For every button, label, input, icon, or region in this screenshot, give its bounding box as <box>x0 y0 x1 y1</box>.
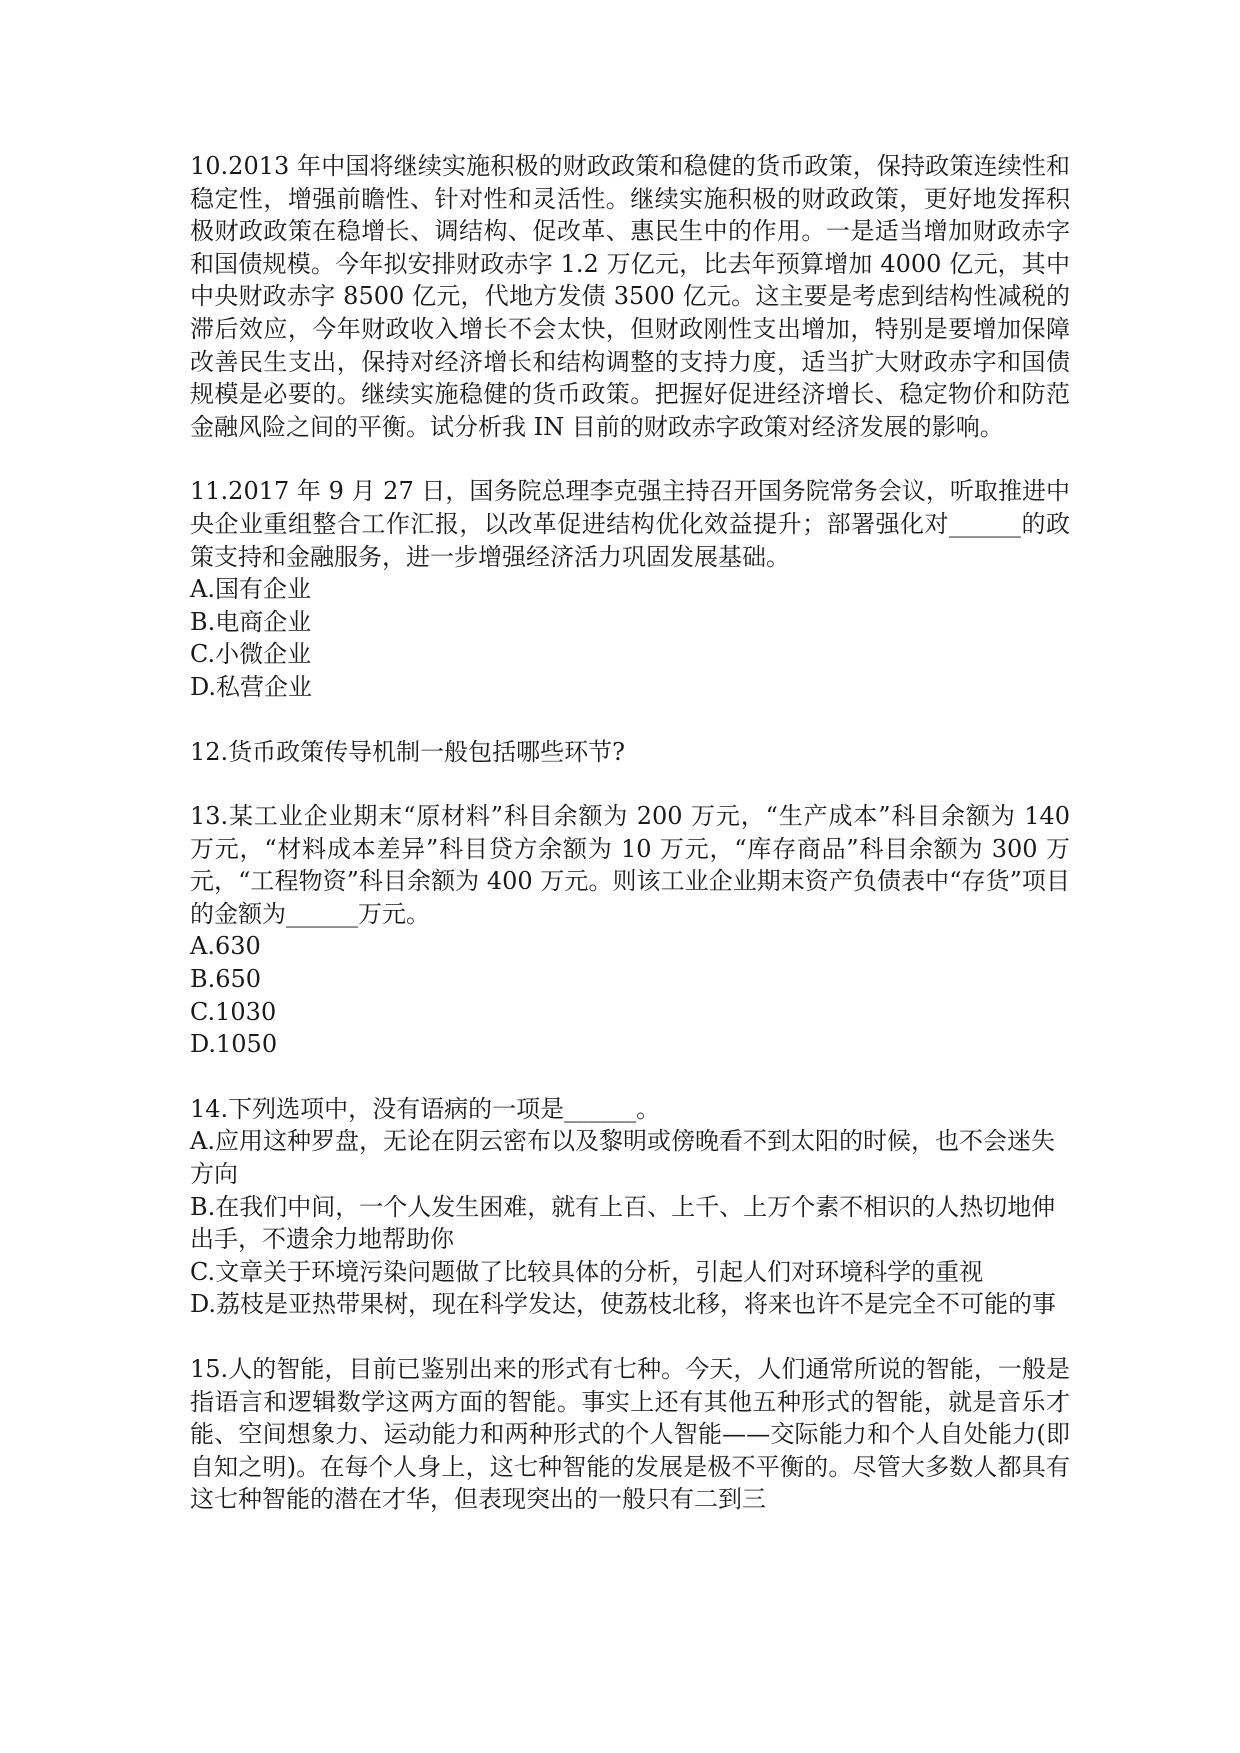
option-list <box>190 930 1070 1060</box>
question-11 <box>190 475 1070 703</box>
option-c: C.文章关于环境污染问题做了比较具体的分析，引起人们对环境科学的重视 <box>190 1257 984 1286</box>
option-b: B.在我们中间，一个人发生困难，就有上百、上千、上万个素不相识的人热切地伸出手，不遗余力地帮助你 <box>190 1192 1056 1254</box>
option-d: D.私营企业 <box>190 672 313 701</box>
option-a: A.国有企业 <box>190 575 311 604</box>
option-a: A.应用这种罗盘，无论在阴云密布以及黎明或傍晚看不到太阳的时候，也不会迷失方向 <box>190 1127 1055 1189</box>
option-c: C.小微企业 <box>190 640 312 669</box>
option-list <box>190 1125 1070 1321</box>
option-list <box>190 573 1070 703</box>
question-13 <box>190 800 1078 1061</box>
question-stem: 12.货币政策传导机制一般包括哪些环节? <box>190 737 626 766</box>
document-page <box>190 150 1078 1548</box>
question-15 <box>190 1353 1070 1516</box>
question-10 <box>190 150 1070 443</box>
question-stem: 11.2017 年 9 月 27 日，国务院总理李克强主持召开国务院常务会议，听取推进中央企业重组整合工作汇报，以改革促进结构优化效益提升；部署强化对______的政策支持和金融服务，进一步增强经济活力巩固发展基础。 <box>190 477 1070 571</box>
option-c: C.1030 <box>190 997 277 1026</box>
question-12 <box>190 736 1070 769</box>
option-b: B.650 <box>190 965 262 994</box>
question-stem: 10.2013 年中国将继续实施积极的财政政策和稳健的货币政策，保持政策连续性和稳定性，增强前瞻性、针对性和灵活性。继续实施积极的财政政策，更好地发挥积极财政政策在稳增长、调结构、促改革、惠民生中的作用。一是适当增加财政赤字和国债规模。今年拟安排财政赤字 1.2 万亿元，比去年预算增加 4000 亿元，其中中央财政赤字 8500 亿元，代地方发债 3500 亿元。这主要是考虑到结构性减税的滞后效应，今年财政收入增长不会太快，但财政刚性支出增加，特别是要增加保障改善民生支出，保持对经济增长和结构调整的支持力度，适当扩大财政赤字和国债规模是必要的。继续实施稳健的货币政策。把握好促进经济增长、稳定物价和防范金融风险之间的平衡。试分析我 IN 目前的财政赤字政策对经济发展的影响。 <box>190 152 1070 441</box>
option-d: D.荔枝是亚热带果树，现在科学发达，使荔枝北移，将来也许不是完全不可能的事 <box>190 1290 1057 1319</box>
option-a: A.630 <box>190 932 261 961</box>
option-d: D.1050 <box>190 1030 278 1059</box>
question-stem: 13.某工业企业期末“原材料”科目余额为 200 万元，“生产成本”科目余额为 140 万元，“材料成本差异”科目贷方余额为 10 万元，“库存商品”科目余额为 300 万元，“工程物资”科目余额为 400 万元。则该工业企业期末资产负债表中“存货”项目的金额为______万元。 <box>190 802 1078 928</box>
question-stem: 14.下列选项中，没有语病的一项是______。 <box>190 1094 661 1123</box>
question-stem: 15.人的智能，目前已鉴别出来的形式有七种。今天，人们通常所说的智能，一般是指语言和逻辑数学这两方面的智能。事实上还有其他五种形式的智能，就是音乐才能、空间想象力、运动能力和两种形式的个人智能——交际能力和个人自处能力(即自知之明)。在每个人身上，这七种智能的发展是极不平衡的。尽管大多数人都具有这七种智能的潜在才华，但表现突出的一般只有二到三 <box>190 1355 1070 1514</box>
question-14 <box>190 1093 1070 1321</box>
option-b: B.电商企业 <box>190 607 312 636</box>
